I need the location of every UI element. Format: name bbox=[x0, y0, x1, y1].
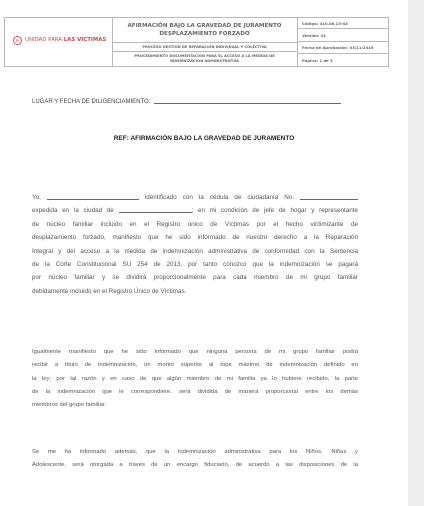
paragraph-2 bbox=[32, 346, 358, 412]
city-blank[interactable] bbox=[119, 212, 192, 213]
logo-cell bbox=[5, 18, 113, 66]
logo-seal-icon bbox=[13, 36, 22, 45]
paragraph-line: Yo, identificado con la cédula de ciudadanía No. bbox=[32, 191, 358, 204]
document-header-table bbox=[4, 17, 389, 67]
approval-date: Fecha de Aprobación: 03/11/2016 bbox=[297, 42, 388, 54]
logo: UNIDAD PARA LAS VÍCTIMAS bbox=[25, 37, 107, 43]
paragraph-line: Adolescente, será otorgada a través de un encargo fiduciario, de acuerdo a las disposiciones de la bbox=[32, 462, 358, 469]
form-title: AFIRMACIÓN BAJO LA GRAVEDAD DE JURAMENTO DESPLAZAMIENTO FORZADO bbox=[112, 18, 297, 43]
viewer-background bbox=[408, 0, 424, 506]
document-code: Código: 410.08.15-43 bbox=[297, 18, 388, 29]
paragraph-1 bbox=[32, 191, 358, 298]
paragraph-line: Se me ha informado además, que la Indemnización administrativa para los Niños, Niñas y bbox=[32, 449, 358, 455]
paragraph-line: de la indemnización que le correspondiere, será dividida de manera proporcional entre los demás bbox=[32, 388, 358, 395]
id-number-blank[interactable] bbox=[300, 199, 358, 200]
page-number: Página: 1 de 3 bbox=[302, 57, 333, 63]
paragraph-line: debidamente incluido en el Registro Único de Víctimas. bbox=[32, 287, 187, 295]
process-name: PROCESO GESTIÓN DE REPARACIÓN INDIVIDUAL Y COLECTIVA bbox=[112, 43, 297, 52]
paragraph-line: de núcleo familiar incluido en el Registro único de Víctimas por el hecho victimizante de bbox=[32, 220, 358, 228]
name-blank[interactable] bbox=[47, 199, 139, 200]
place-date-label: LUGAR Y FECHA DE DILIGENCIAMIENTO: bbox=[32, 99, 151, 105]
paragraph-line: Integral y del acceso a la medida de indemnización administrativa de conformidad con la Sentencia bbox=[32, 247, 358, 255]
procedure-name: PROCEDIMIENTO DOCUMENTACIÓN PARA EL ACCESO A LA MEDIDA DE INDEMNIZACIÓN ADMINISTRATIVA bbox=[134, 54, 275, 63]
paragraph-line: recibir a título de indemnización, un monto superior al tope máximo de indemnización definido en bbox=[32, 362, 358, 369]
header-title-column bbox=[112, 18, 298, 66]
document-version: Versión: 01 bbox=[297, 29, 388, 42]
paragraph-line: la ley; por tal razón y en caso de que algún miembro de mi familia ya lo hubiere recibido, la parte bbox=[32, 375, 358, 382]
paragraph-line: desplazamiento forzado, manifiesto que he sido informado de nuestro derecho a la Reparación bbox=[32, 234, 358, 242]
paragraph-line: miembros del grupo familiar. bbox=[32, 402, 106, 409]
header-meta-column bbox=[297, 18, 388, 66]
document-title: REF: AFIRMACIÓN BAJO LA GRAVEDAD DE JURAMENTO bbox=[113, 135, 295, 142]
paragraph-line: por núcleo familiar y se dividirá proporcionalmente para cada miembro de mi grupo familiar bbox=[32, 274, 358, 282]
paragraph-line: de la Corte Constitucional SU 254 de 2013, por tanto conozco que la indemnización se pagará bbox=[32, 261, 358, 269]
place-date-field bbox=[32, 99, 341, 105]
paragraph-line: expedida en la ciudad de ; en mi condición de jefe de hogar y representante bbox=[32, 207, 358, 215]
place-date-blank[interactable] bbox=[154, 103, 341, 104]
paragraph-line: Igualmente manifiesto que he sido informado que ninguna persona de mi grupo familiar podrá bbox=[32, 349, 358, 355]
paragraph-3 bbox=[32, 446, 358, 473]
